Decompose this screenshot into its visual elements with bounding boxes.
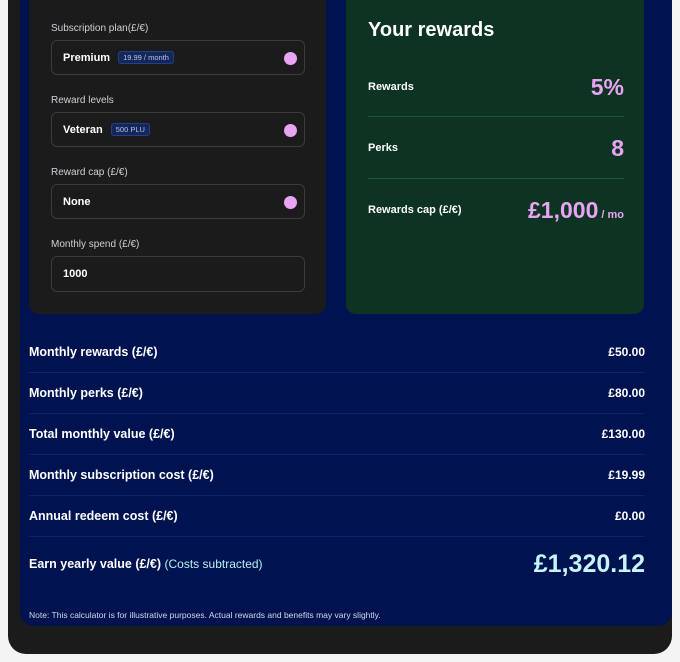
yearly-value-row [29,540,645,588]
summary-value: £130.00 [601,427,645,441]
cap-label: Reward cap (£/€) [51,167,128,178]
summary-row-total-monthly [29,414,645,455]
plan-label: Subscription plan(£/€) [51,23,149,34]
rewards-cap-amount [528,197,624,224]
rewards-rate-row [368,58,624,117]
rewards-card [346,0,644,314]
perks-label: Perks [368,142,398,154]
summary-value: £50.00 [608,345,645,359]
summary-row-redeem-cost [29,496,645,537]
level-label: Reward levels [51,95,114,106]
yearly-value-subtitle: (Costs subtracted) [164,557,263,571]
level-dropdown-indicator-icon[interactable] [284,124,297,137]
disclaimer-note: Note: This calculator is for illustrative purposes. Actual rewards and benefits may vary slightly. [29,610,381,620]
plan-value: Premium [63,51,111,64]
rewards-title: Your rewards [368,19,495,41]
yearly-value-title: Earn yearly value (£/€) [29,557,162,571]
summary-row-monthly-perks [29,373,645,414]
level-value: Veteran [63,123,103,136]
plan-dropdown-indicator-icon[interactable] [284,52,297,65]
summary-label: Total monthly value (£/€) [29,427,175,441]
calculator-form [29,0,326,314]
monthly-spend-input[interactable] [51,256,305,292]
summary-value: £80.00 [608,386,645,400]
summary-label: Monthly rewards (£/€) [29,345,158,359]
rewards-cap-row [368,180,624,240]
cap-value: None [63,195,91,208]
level-select[interactable] [51,112,305,147]
summary-value: £19.99 [608,468,645,482]
plan-price-tag: 19.99 / month [118,51,174,64]
summary-label: Monthly subscription cost (£/€) [29,468,214,482]
summary-label: Annual redeem cost (£/€) [29,509,178,523]
rewards-rate-label: Rewards [368,81,414,93]
spend-label: Monthly spend (£/€) [51,239,140,250]
summary-label: Monthly perks (£/€) [29,386,143,400]
cap-dropdown-indicator-icon[interactable] [284,196,297,209]
level-points-tag: 500 PLU [111,123,150,136]
plan-select[interactable] [51,40,305,75]
cap-select[interactable] [51,184,305,219]
summary-row-subscription-cost [29,455,645,496]
yearly-value-amount: £1,320.12 [533,549,645,578]
yearly-value-label [29,557,263,571]
rewards-rate-value: 5% [590,73,624,100]
rewards-cap-unit: / mo [601,208,624,221]
rewards-cap-label: Rewards cap (£/€) [368,204,462,216]
summary-row-monthly-rewards [29,332,645,373]
perks-row [368,118,624,179]
perks-value: 8 [611,134,624,161]
rewards-cap-value: £1,000 [528,196,599,223]
summary-value: £0.00 [614,509,645,523]
